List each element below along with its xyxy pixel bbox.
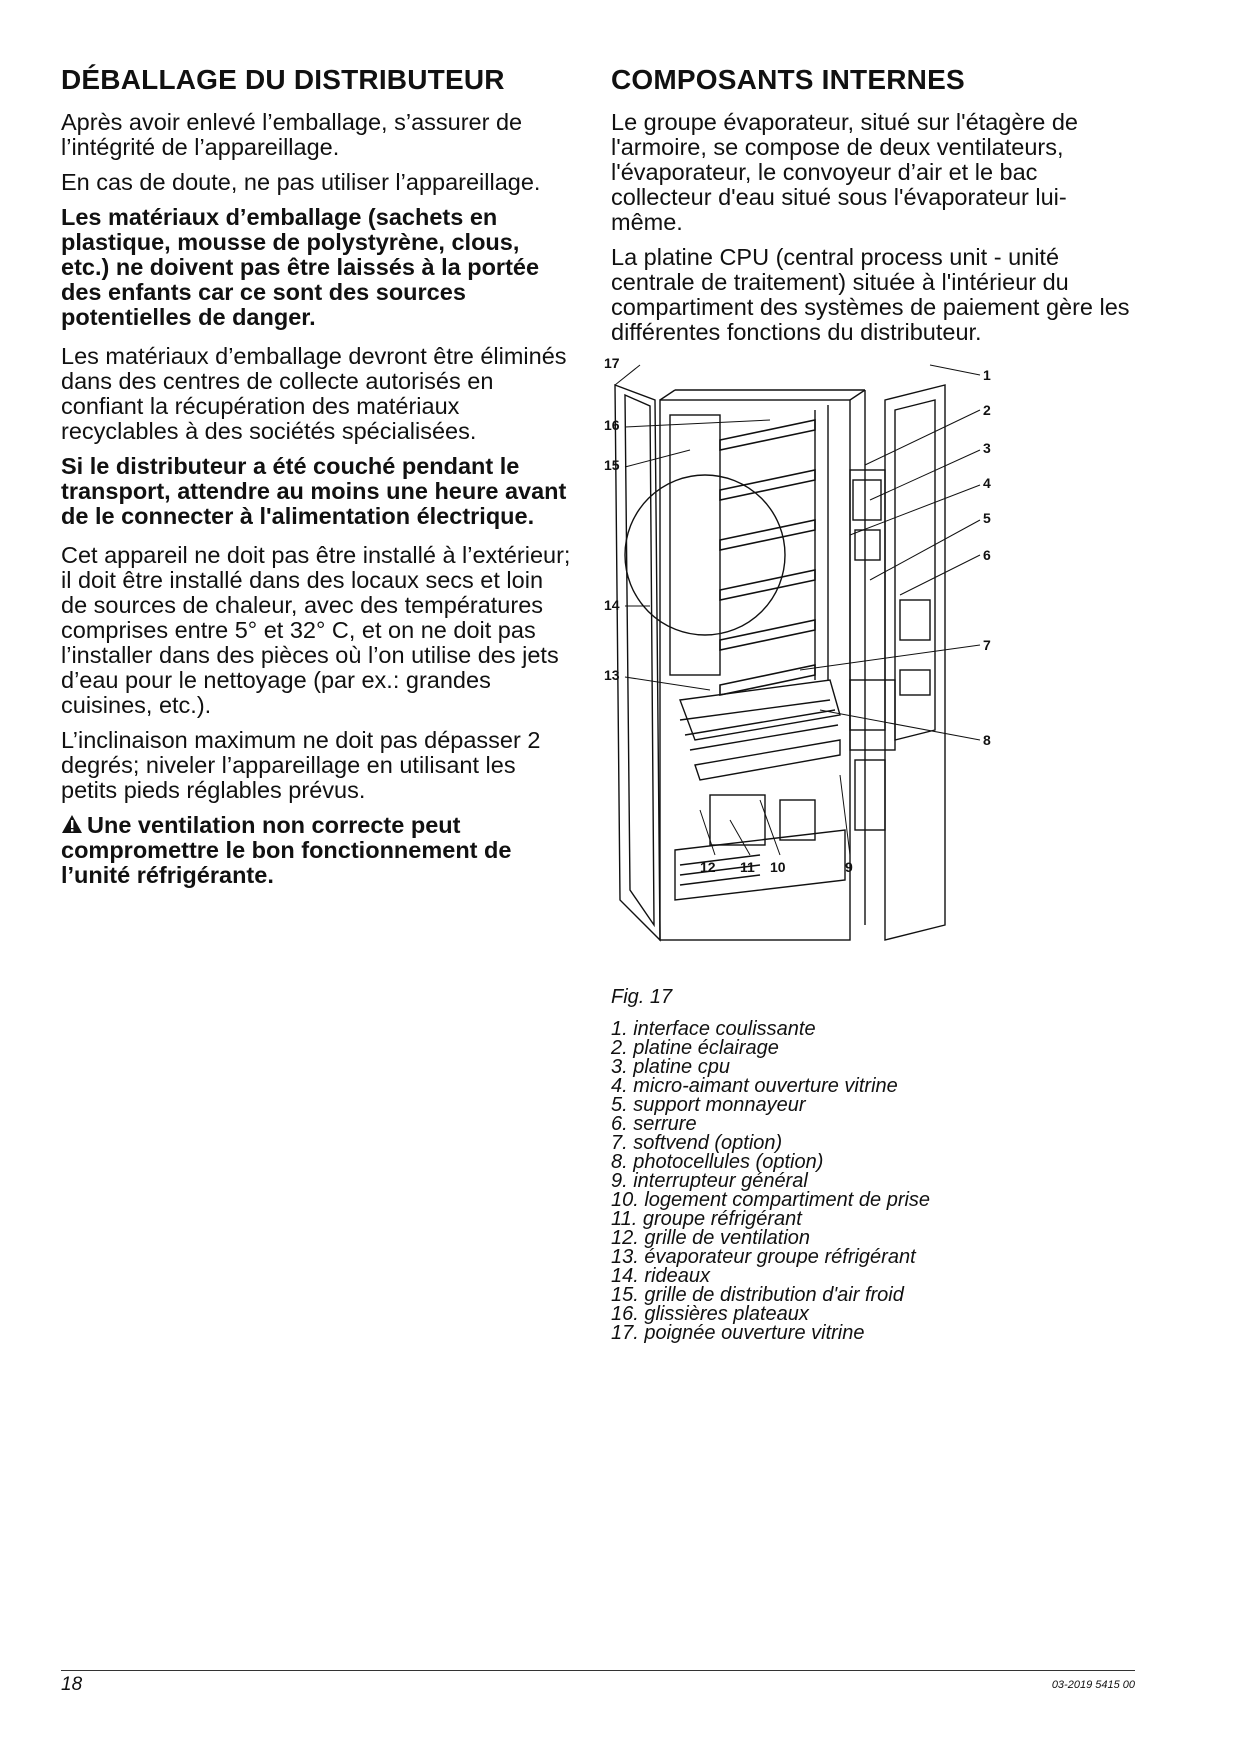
safety-paragraph: Les matériaux d’emballage (sachets en plastique, mousse de polystyrène, clous, etc.) ne doivent pas être laissés à la portée des enfants car ce sont des sources potentielles de danger. xyxy=(61,204,540,330)
right-column xyxy=(611,60,1131,355)
legend-item: 8. photocellules (option) xyxy=(611,1151,824,1173)
callout-12: 12 xyxy=(700,859,716,875)
figure-legend xyxy=(611,1020,930,1343)
legend-item: 3. platine cpu xyxy=(611,1056,730,1078)
page-number: 18 xyxy=(61,1674,83,1695)
document-code: 03-2019 5415 00 xyxy=(1051,1679,1135,1691)
legend-item: 10. logement compartiment de prise xyxy=(611,1189,931,1211)
callout-4: 4 xyxy=(983,475,991,491)
callout-8: 8 xyxy=(983,732,991,748)
legend-item: 11. groupe réfrigérant xyxy=(611,1208,802,1230)
legend-item: 5. support monnayeur xyxy=(611,1094,806,1116)
warning-text: Une ventilation non correcte peut compromettre le bon fonctionnement de l’unité réfrigérante. xyxy=(61,812,512,888)
legend-item: 17. poignée ouverture vitrine xyxy=(611,1322,865,1344)
left-column xyxy=(61,60,571,902)
vending-machine-diagram xyxy=(600,355,1140,980)
section-heading-unpacking: DÉBALLAGE DU DISTRIBUTEUR xyxy=(61,64,505,95)
legend-item: 1. interface coulissante xyxy=(611,1018,816,1040)
paragraph: Cet appareil ne doit pas être installé à l’extérieur; il doit être installé dans des locaux secs et loin de sources de chaleur, avec des températures comprises entre 5° et 32° C, et on ne doit pas l’installer dans des pièces où l’on utilise des jets d’eau pour le nettoyage (par ex.: grandes cuisines, etc.). xyxy=(61,542,571,718)
callout-13: 13 xyxy=(604,667,620,683)
callout-7: 7 xyxy=(983,637,991,653)
legend-item: 15. grille de distribution d'air froid xyxy=(611,1284,904,1306)
paragraph: Après avoir enlevé l’emballage, s’assurer de l’intégrité de l’appareillage. xyxy=(61,109,523,160)
warning-paragraph xyxy=(61,813,571,888)
paragraph: Le groupe évaporateur, situé sur l'étagère de l'armoire, se compose de deux ventilateurs, l'évaporateur, le convoyeur d’air et le bac collecteur d'eau situé sous l'évaporateur lui-même. xyxy=(611,109,1078,235)
callout-10: 10 xyxy=(770,859,786,875)
paragraph: L’inclinaison maximum ne doit pas dépasser 2 degrés; niveler l’appareillage en utilisant les petits pieds réglables prévus. xyxy=(61,727,541,803)
paragraph: La platine CPU (central process unit - unité centrale de traitement) située à l'intérieur du compartiment des systèmes de paiement gère les différentes fonctions du distributeur. xyxy=(611,244,1130,345)
warning-triangle-icon xyxy=(61,814,83,834)
callout-11: 11 xyxy=(740,859,755,875)
footer-divider xyxy=(61,1670,1135,1671)
legend-item: 6. serrure xyxy=(611,1113,697,1135)
legend-item: 14. rideaux xyxy=(611,1265,710,1287)
paragraph: En cas de doute, ne pas utiliser l’appareillage. xyxy=(61,169,541,195)
callout-14: 14 xyxy=(604,597,620,613)
callout-15: 15 xyxy=(604,457,620,473)
callout-5: 5 xyxy=(983,510,991,526)
legend-item: 4. micro-aimant ouverture vitrine xyxy=(611,1075,898,1097)
callout-1: 1 xyxy=(983,367,991,383)
legend-item: 7. softvend (option) xyxy=(611,1132,783,1154)
callout-6: 6 xyxy=(983,547,991,563)
paragraph: Les matériaux d’emballage devront être éliminés dans des centres de collecte autorisés en confiant la récupération des matériaux recyclables à des sociétés spécialisées. xyxy=(61,343,567,444)
legend-item: 2. platine éclairage xyxy=(611,1037,779,1059)
callout-16: 16 xyxy=(604,417,620,433)
legend-item: 12. grille de ventilation xyxy=(611,1227,811,1249)
safety-paragraph: Si le distributeur a été couché pendant le transport, attendre au moins une heure avant de le connecter à l'alimentation électrique. xyxy=(61,453,567,529)
callout-9: 9 xyxy=(845,859,853,875)
callout-3: 3 xyxy=(983,440,991,456)
legend-item: 16. glissières plateaux xyxy=(611,1303,809,1325)
legend-item: 9. interrupteur général xyxy=(611,1170,808,1192)
figure-caption: Fig. 17 xyxy=(611,986,673,1008)
callout-17: 17 xyxy=(604,355,620,371)
callout-2: 2 xyxy=(983,402,991,418)
legend-item: 13. évaporateur groupe réfrigérant xyxy=(611,1246,916,1268)
section-heading-components: COMPOSANTS INTERNES xyxy=(611,64,965,95)
